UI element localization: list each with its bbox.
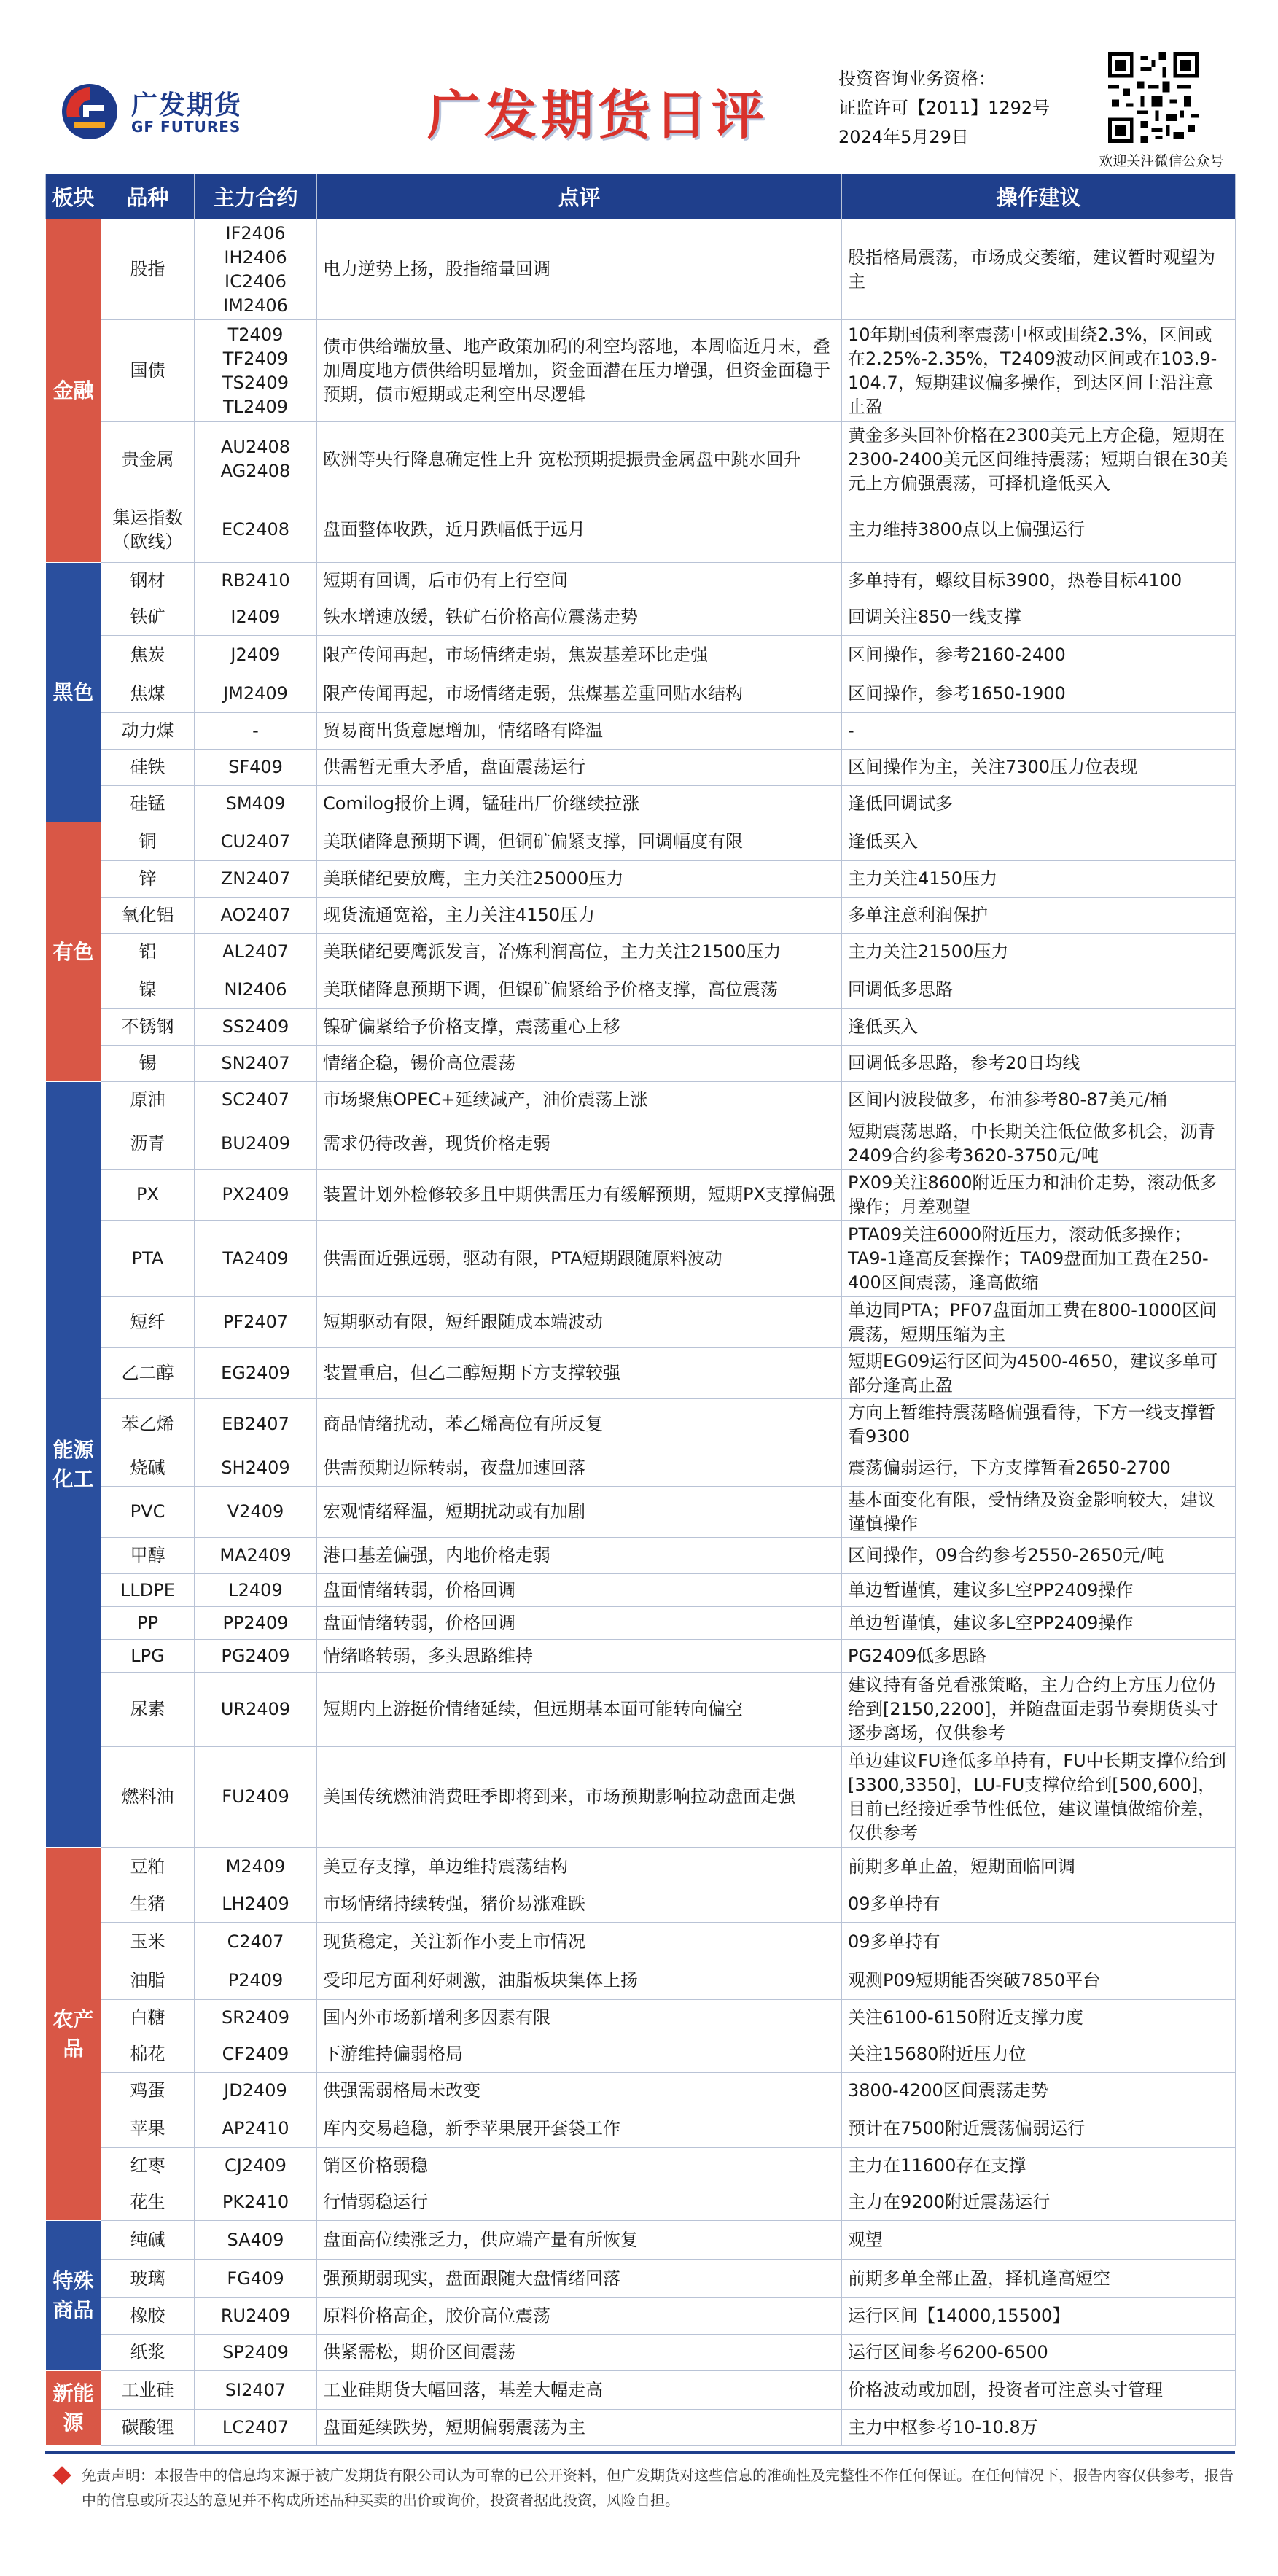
sector-cell: 新能源 [46, 2371, 101, 2446]
advice-cell: 多单注意利润保护 [842, 898, 1236, 934]
comment-cell: 下游维持偏弱格局 [317, 2036, 842, 2073]
contract-cell: EC2408 [195, 497, 317, 563]
variety-cell: 碳酸锂 [101, 2410, 195, 2446]
variety-cell: 豆粕 [101, 1848, 195, 1886]
table-row [46, 750, 1236, 786]
advice-cell: 股指格局震荡，市场成交萎缩，建议暂时观望为主 [842, 219, 1236, 320]
contract-cell: RU2409 [195, 2298, 317, 2335]
advice-cell: 回调低多思路，参考20日均线 [842, 1046, 1236, 1082]
table-row [46, 1574, 1236, 1607]
table-row [46, 2036, 1236, 2073]
contract-cell: AP2410 [195, 2109, 317, 2148]
table-row [46, 786, 1236, 822]
variety-cell: 钢材 [101, 563, 195, 599]
contract-cell: SI2407 [195, 2371, 317, 2410]
page-title: 广发期货日评 [426, 85, 768, 146]
table-row [46, 1640, 1236, 1673]
advice-cell: 单边建议FU逢低多单持有，FU中长期支撑位给到[3300,3350]，LU-FU支撑位给到[500,600]，目前已经接近季节性低位，建议谨慎做缩价差，仅供参考 [842, 1747, 1236, 1848]
comment-cell: 短期有回调，后市仍有上行空间 [317, 563, 842, 599]
variety-cell: 原油 [101, 1082, 195, 1118]
comment-cell: 销区价格弱稳 [317, 2148, 842, 2184]
variety-cell: 工业硅 [101, 2371, 195, 2410]
comment-cell: 强预期弱现实，盘面跟随大盘情绪回落 [317, 2260, 842, 2298]
table-row [46, 1487, 1236, 1538]
comment-cell: 短期内上游挺价情绪延续，但远期基本面可能转向偏空 [317, 1673, 842, 1747]
comment-cell: 供需预期边际转弱，夜盘加速回落 [317, 1450, 842, 1487]
table-header-row [46, 174, 1236, 219]
comment-cell: 短期驱动有限，短纤跟随成本端波动 [317, 1297, 842, 1348]
report-header [0, 0, 1278, 168]
variety-cell: 燃料油 [101, 1747, 195, 1848]
table-row [46, 1170, 1236, 1221]
table-row [46, 2298, 1236, 2335]
variety-cell: PP [101, 1607, 195, 1640]
table-row [46, 2335, 1236, 2371]
advice-cell: 主力在11600存在支撑 [842, 2148, 1236, 2184]
contract-cell: EB2407 [195, 1399, 317, 1450]
comment-cell: 市场情绪持续转强，猪价易涨难跌 [317, 1886, 842, 1923]
contract-cell: SH2409 [195, 1450, 317, 1487]
advice-cell: 09多单持有 [842, 1923, 1236, 1961]
advice-cell: 主力关注21500压力 [842, 934, 1236, 970]
advice-cell: 价格波动或加剧，投资者可注意头寸管理 [842, 2371, 1236, 2410]
table-row [46, 219, 1236, 320]
contract-cell: L2409 [195, 1574, 317, 1607]
variety-cell: 玉米 [101, 1923, 195, 1961]
table-row [46, 1607, 1236, 1640]
variety-cell: 生猪 [101, 1886, 195, 1923]
advice-cell: 多单持有，螺纹目标3900，热卷目标4100 [842, 563, 1236, 599]
comment-cell: 镍矿偏紧给予价格支撑，震荡重心上移 [317, 1009, 842, 1046]
table-row [46, 599, 1236, 636]
table-row [46, 898, 1236, 934]
comment-cell: 供紧需松，期价区间震荡 [317, 2335, 842, 2371]
comment-cell: 受印尼方面利好刺激，油脂板块集体上扬 [317, 1961, 842, 2000]
sector-cell: 黑色 [46, 563, 101, 822]
advice-cell: 关注6100-6150附近支撑力度 [842, 2000, 1236, 2036]
advice-cell: 区间操作为主，关注7300压力位表现 [842, 750, 1236, 786]
comment-cell: 需求仍待改善，现货价格走弱 [317, 1118, 842, 1170]
comment-cell: 电力逆势上扬，股指缩量回调 [317, 219, 842, 320]
contract-cell: AL2407 [195, 934, 317, 970]
table-row [46, 1450, 1236, 1487]
advice-cell: 单边暂谨慎，建议多L空PP2409操作 [842, 1574, 1236, 1607]
advice-cell: 关注15680附近压力位 [842, 2036, 1236, 2073]
variety-cell: 花生 [101, 2184, 195, 2221]
variety-cell: 镍 [101, 970, 195, 1009]
comment-cell: 现货流通宽裕，主力关注4150压力 [317, 898, 842, 934]
commodity-table [45, 174, 1235, 2446]
advice-cell: 前期多单止盈，短期面临回调 [842, 1848, 1236, 1886]
table-row [46, 2221, 1236, 2260]
variety-cell: PVC [101, 1487, 195, 1538]
table-row [46, 497, 1236, 563]
contract-cell: CF2409 [195, 2036, 317, 2073]
comment-cell: 债市供给端放量、地产政策加码的利空均落地，本周临近月末，叠加周度地方债供给明显增加，资金面潜在压力增强，但资金面稳于预期，债市短期或走利空出尽逻辑 [317, 320, 842, 422]
contract-cell: PK2410 [195, 2184, 317, 2221]
advice-cell: 主力维持3800点以上偏强运行 [842, 497, 1236, 563]
variety-cell: 国债 [101, 320, 195, 422]
comment-cell: 供强需弱格局未改变 [317, 2073, 842, 2109]
table-row [46, 861, 1236, 898]
table-row [46, 1082, 1236, 1118]
table-row [46, 2184, 1236, 2221]
header-comment: 点评 [317, 174, 842, 219]
contract-cell: T2409 TF2409 TS2409 TL2409 [195, 320, 317, 422]
comment-cell: 行情弱稳运行 [317, 2184, 842, 2221]
advice-cell: 观望 [842, 2221, 1236, 2260]
comment-cell: Comilog报价上调，锰硅出厂价继续拉涨 [317, 786, 842, 822]
advice-cell: - [842, 713, 1236, 750]
contract-cell: AO2407 [195, 898, 317, 934]
comment-cell: 库内交易趋稳，新季苹果展开套袋工作 [317, 2109, 842, 2148]
contract-cell: P2409 [195, 1961, 317, 2000]
gf-logo-icon [58, 80, 121, 143]
advice-cell: 区间操作，参考2160-2400 [842, 636, 1236, 674]
advice-cell: 区间操作，09合约参考2550-2650元/吨 [842, 1538, 1236, 1574]
variety-cell: 沥青 [101, 1118, 195, 1170]
table-row [46, 1009, 1236, 1046]
variety-cell: 棉花 [101, 2036, 195, 2073]
comment-cell: 原料价格高企，胶价高位震荡 [317, 2298, 842, 2335]
comment-cell: 供需面近强远弱，驱动有限，PTA短期跟随原料波动 [317, 1221, 842, 1297]
comment-cell: 盘面情绪转弱，价格回调 [317, 1607, 842, 1640]
contract-cell: SR2409 [195, 2000, 317, 2036]
table-row [46, 1673, 1236, 1747]
advice-cell: 单边暂谨慎，建议多L空PP2409操作 [842, 1607, 1236, 1640]
table-row [46, 1297, 1236, 1348]
contract-cell: EG2409 [195, 1348, 317, 1399]
variety-cell: 纸浆 [101, 2335, 195, 2371]
variety-cell: 甲醇 [101, 1538, 195, 1574]
advice-cell: 观测P09短期能否突破7850平台 [842, 1961, 1236, 2000]
comment-cell: 市场聚焦OPEC+延续减产，油价震荡上涨 [317, 1082, 842, 1118]
contract-cell: FU2409 [195, 1747, 317, 1848]
contract-cell: V2409 [195, 1487, 317, 1538]
variety-cell: 玻璃 [101, 2260, 195, 2298]
comment-cell: 贸易商出货意愿增加，情绪略有降温 [317, 713, 842, 750]
contract-cell: JM2409 [195, 674, 317, 713]
advice-cell: 回调低多思路 [842, 970, 1236, 1009]
variety-cell: 白糖 [101, 2000, 195, 2036]
variety-cell: 鸡蛋 [101, 2073, 195, 2109]
contract-cell: BU2409 [195, 1118, 317, 1170]
table-row [46, 2000, 1236, 2036]
variety-cell: 硅铁 [101, 750, 195, 786]
contract-cell: SM409 [195, 786, 317, 822]
header-sector: 板块 [46, 174, 101, 219]
advice-cell: 区间操作，参考1650-1900 [842, 674, 1236, 713]
variety-cell: 红枣 [101, 2148, 195, 2184]
variety-cell: 锡 [101, 1046, 195, 1082]
table-row [46, 1221, 1236, 1297]
sector-cell: 特殊 商品 [46, 2221, 101, 2371]
contract-cell: - [195, 713, 317, 750]
advice-cell: 主力关注4150压力 [842, 861, 1236, 898]
comment-cell: 美联储降息预期下调，但镍矿偏紧给予价格支撑，高位震荡 [317, 970, 842, 1009]
contract-cell: M2409 [195, 1848, 317, 1886]
variety-cell: 焦炭 [101, 636, 195, 674]
table-row [46, 636, 1236, 674]
contract-cell: PF2407 [195, 1297, 317, 1348]
comment-cell: 欧洲等央行降息确定性上升 宽松预期提振贵金属盘中跳水回升 [317, 422, 842, 497]
table-row [46, 1046, 1236, 1082]
gf-futures-logo [58, 80, 241, 146]
comment-cell: 美联储降息预期下调，但铜矿偏紧支撑，回调幅度有限 [317, 822, 842, 861]
advice-cell: PX09关注8600附近压力和油价走势，滚动低多操作；月差观望 [842, 1170, 1236, 1221]
comment-cell: 美联储纪要鹰派发言，冶炼利润高位，主力关注21500压力 [317, 934, 842, 970]
comment-cell: 盘面高位续涨乏力，供应端产量有所恢复 [317, 2221, 842, 2260]
sector-cell: 农产品 [46, 1848, 101, 2221]
variety-cell: 苯乙烯 [101, 1399, 195, 1450]
contract-cell: J2409 [195, 636, 317, 674]
contract-cell: PX2409 [195, 1170, 317, 1221]
variety-cell: 贵金属 [101, 422, 195, 497]
comment-cell: 美联储纪要放鹰，主力关注25000压力 [317, 861, 842, 898]
contract-cell: PG2409 [195, 1640, 317, 1673]
advice-cell: 区间内波段做多，布油参考80-87美元/桶 [842, 1082, 1236, 1118]
qr-code-icon[interactable] [1108, 52, 1199, 143]
license-info [838, 64, 1086, 152]
advice-cell: 震荡偏弱运行，下方支撑暂看2650-2700 [842, 1450, 1236, 1487]
table-row [46, 822, 1236, 861]
comment-cell: 商品情绪扰动，苯乙烯高位有所反复 [317, 1399, 842, 1450]
contract-cell: NI2406 [195, 970, 317, 1009]
table-row [46, 1348, 1236, 1399]
sector-cell: 能源 化工 [46, 1082, 101, 1848]
advice-cell: 黄金多头回补价格在2300美元上方企稳，短期在2300-2400美元区间维持震荡；短期白银在30美元上方偏强震荡，可择机逢低买入 [842, 422, 1236, 497]
sector-cell: 金融 [46, 219, 101, 563]
variety-cell: 集运指数（欧线） [101, 497, 195, 563]
advice-cell: 单边同PTA；PF07盘面加工费在800-1000区间震荡，短期压缩为主 [842, 1297, 1236, 1348]
license-number: 证监许可【2011】1292号 [838, 98, 1051, 118]
contract-cell: SN2407 [195, 1046, 317, 1082]
comment-cell: 限产传闻再起，市场情绪走弱，焦煤基差重回贴水结构 [317, 674, 842, 713]
variety-cell: 焦煤 [101, 674, 195, 713]
contract-cell: SS2409 [195, 1009, 317, 1046]
comment-cell: 装置重启，但乙二醇短期下方支撑较强 [317, 1348, 842, 1399]
contract-cell: AU2408 AG2408 [195, 422, 317, 497]
contract-cell: MA2409 [195, 1538, 317, 1574]
table-row [46, 2260, 1236, 2298]
table-row [46, 2109, 1236, 2148]
advice-cell: 建议持有备兑看涨策略，主力合约上方压力位仍给到[2150,2200]，并随盘面走弱节奏期货头寸逐步离场，仅供参考 [842, 1673, 1236, 1747]
comment-cell: 盘面情绪转弱，价格回调 [317, 1574, 842, 1607]
advice-cell: 3800-4200区间震荡走势 [842, 2073, 1236, 2109]
advice-cell: 逢低买入 [842, 822, 1236, 861]
advice-cell: 前期多单全部止盈，择机逢高短空 [842, 2260, 1236, 2298]
variety-cell: 橡胶 [101, 2298, 195, 2335]
advice-cell: 基本面变化有限，受情绪及资金影响较大，建议谨慎操作 [842, 1487, 1236, 1538]
variety-cell: LPG [101, 1640, 195, 1673]
header-variety: 品种 [101, 174, 195, 219]
sector-cell: 有色 [46, 822, 101, 1082]
qr-caption: 欢迎关注微信公众号 [1099, 153, 1224, 169]
comment-cell: 宏观情绪释温，短期扰动或有加剧 [317, 1487, 842, 1538]
variety-cell: 铜 [101, 822, 195, 861]
table-row [46, 2371, 1236, 2410]
contract-cell: SA409 [195, 2221, 317, 2260]
table-row [46, 934, 1236, 970]
advice-cell: 运行区间【14000,15500】 [842, 2298, 1236, 2335]
contract-cell: I2409 [195, 599, 317, 636]
variety-cell: 乙二醇 [101, 1348, 195, 1399]
contract-cell: C2407 [195, 1923, 317, 1961]
table-row [46, 1886, 1236, 1923]
table-row [46, 1118, 1236, 1170]
contract-cell: SP2409 [195, 2335, 317, 2371]
license-label: 投资咨询业务资格： [838, 69, 996, 89]
advice-cell: 主力中枢参考10-10.8万 [842, 2410, 1236, 2446]
header-contract: 主力合约 [195, 174, 317, 219]
variety-cell: 铁矿 [101, 599, 195, 636]
advice-cell: 方向上暂维持震荡略偏强看待，下方一线支撑暂看9300 [842, 1399, 1236, 1450]
table-row [46, 970, 1236, 1009]
disclaimer [45, 2463, 1235, 2513]
table-row [46, 713, 1236, 750]
comment-cell: 供需暂无重大矛盾，盘面震荡运行 [317, 750, 842, 786]
advice-cell: 10年期国债利率震荡中枢或围绕2.3%，区间或在2.25%-2.35%，T2409波动区间或在103.9-104.7，短期建议偏多操作，到达区间上沿注意止盈 [842, 320, 1236, 422]
comment-cell: 盘面延续跌势，短期偏弱震荡为主 [317, 2410, 842, 2446]
contract-cell: IF2406 IH2406 IC2406 IM2406 [195, 219, 317, 320]
contract-cell: FG409 [195, 2260, 317, 2298]
variety-cell: 油脂 [101, 1961, 195, 2000]
advice-cell: 预计在7500附近震荡偏弱运行 [842, 2109, 1236, 2148]
contract-cell: LC2407 [195, 2410, 317, 2446]
comment-cell: 工业硅期货大幅回落，基差大幅走高 [317, 2371, 842, 2410]
table-row [46, 1923, 1236, 1961]
diamond-bullet-icon [52, 2466, 71, 2484]
comment-cell: 装置计划外检修较多且中期供需压力有缓解预期，短期PX支撑偏强 [317, 1170, 842, 1221]
table-row [46, 563, 1236, 599]
comment-cell: 国内外市场新增利多因素有限 [317, 2000, 842, 2036]
comment-cell: 盘面整体收跌，近月跌幅低于远月 [317, 497, 842, 563]
table-row [46, 1399, 1236, 1450]
logo-cn-text: 广发期货 [131, 90, 243, 120]
table-row [46, 674, 1236, 713]
contract-cell: JD2409 [195, 2073, 317, 2109]
variety-cell: 动力煤 [101, 713, 195, 750]
table-row [46, 2073, 1236, 2109]
variety-cell: 股指 [101, 219, 195, 320]
variety-cell: 尿素 [101, 1673, 195, 1747]
disclaimer-text: 免责声明：本报告中的信息均来源于被广发期货有限公司认为可靠的已公开资料，但广发期货对这些信息的准确性及完整性不作任何保证。在任何情况下，报告内容仅供参考，报告中的信息或所表达的意见并不构成所述品种买卖的出价或询价，投资者据此投资，风险自担。 [82, 2467, 1234, 2509]
table-row [46, 320, 1236, 422]
table-row [46, 422, 1236, 497]
table-row [46, 2148, 1236, 2184]
table-row [46, 1961, 1236, 2000]
logo-en-text: GF FUTURES [131, 118, 241, 136]
variety-cell: LLDPE [101, 1574, 195, 1607]
contract-cell: SF409 [195, 750, 317, 786]
contract-cell: LH2409 [195, 1886, 317, 1923]
advice-cell: 回调关注850一线支撑 [842, 599, 1236, 636]
advice-cell: 逢低回调试多 [842, 786, 1236, 822]
contract-cell: CU2407 [195, 822, 317, 861]
advice-cell: 短期震荡思路，中长期关注低位做多机会，沥青2409合约参考3620-3750元/吨 [842, 1118, 1236, 1170]
advice-cell: 逢低买入 [842, 1009, 1236, 1046]
variety-cell: 不锈钢 [101, 1009, 195, 1046]
table-body [46, 219, 1236, 2446]
advice-cell: PG2409低多思路 [842, 1640, 1236, 1673]
contract-cell: PP2409 [195, 1607, 317, 1640]
variety-cell: 硅锰 [101, 786, 195, 822]
variety-cell: PTA [101, 1221, 195, 1297]
comment-cell: 现货稳定，关注新作小麦上市情况 [317, 1923, 842, 1961]
contract-cell: RB2410 [195, 563, 317, 599]
header-advice: 操作建议 [842, 174, 1236, 219]
comment-cell: 美国传统燃油消费旺季即将到来，市场预期影响拉动盘面走强 [317, 1747, 842, 1848]
variety-cell: 短纤 [101, 1297, 195, 1348]
advice-cell: PTA09关注6000附近压力，滚动低多操作；TA9-1逢高反套操作；TA09盘面加工费在250-400区间震荡，逢高做缩 [842, 1221, 1236, 1297]
report-date: 2024年5月29日 [838, 127, 969, 147]
contract-cell: CJ2409 [195, 2148, 317, 2184]
variety-cell: 锌 [101, 861, 195, 898]
comment-cell: 限产传闻再起，市场情绪走弱，焦炭基差环比走强 [317, 636, 842, 674]
variety-cell: 烧碱 [101, 1450, 195, 1487]
variety-cell: 苹果 [101, 2109, 195, 2148]
contract-cell: SC2407 [195, 1082, 317, 1118]
comment-cell: 铁水增速放缓，铁矿石价格高位震荡走势 [317, 599, 842, 636]
comment-cell: 情绪企稳，锡价高位震荡 [317, 1046, 842, 1082]
comment-cell: 港口基差偏强，内地价格走弱 [317, 1538, 842, 1574]
table-row [46, 1747, 1236, 1848]
advice-cell: 09多单持有 [842, 1886, 1236, 1923]
variety-cell: 铝 [101, 934, 195, 970]
contract-cell: ZN2407 [195, 861, 317, 898]
table-row [46, 1848, 1236, 1886]
contract-cell: UR2409 [195, 1673, 317, 1747]
contract-cell: TA2409 [195, 1221, 317, 1297]
comment-cell: 美豆存支撑，单边维持震荡结构 [317, 1848, 842, 1886]
variety-cell: 氧化铝 [101, 898, 195, 934]
comment-cell: 情绪略转弱，多头思路维持 [317, 1640, 842, 1673]
variety-cell: PX [101, 1170, 195, 1221]
advice-cell: 运行区间参考6200-6500 [842, 2335, 1236, 2371]
footer-divider [45, 2451, 1235, 2454]
table-row [46, 2410, 1236, 2446]
advice-cell: 短期EG09运行区间为4500-4650，建议多单可部分逢高止盈 [842, 1348, 1236, 1399]
table-row [46, 1538, 1236, 1574]
variety-cell: 纯碱 [101, 2221, 195, 2260]
advice-cell: 主力在9200附近震荡运行 [842, 2184, 1236, 2221]
